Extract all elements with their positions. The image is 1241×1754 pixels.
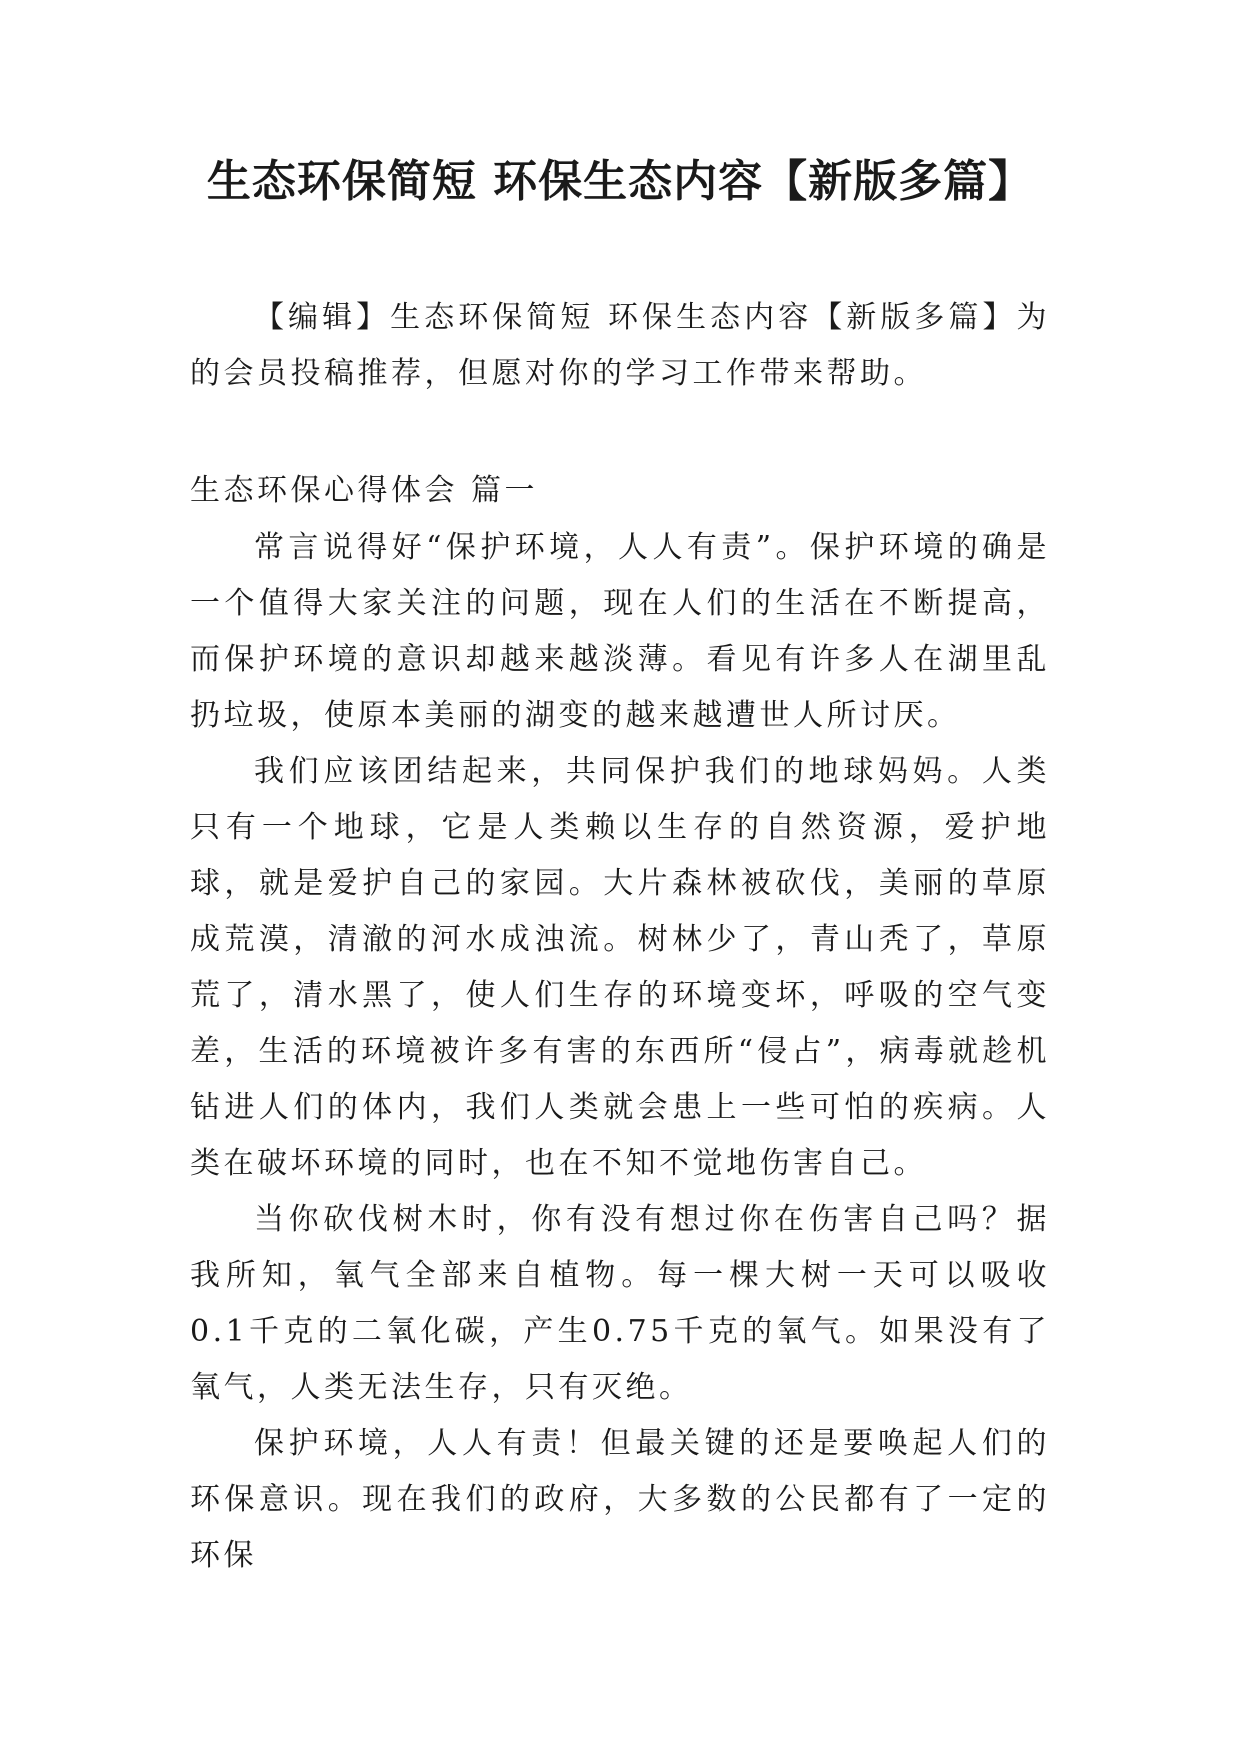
document-title: 生态环保简短 环保生态内容【新版多篇】: [206, 156, 1034, 207]
body-paragraph-2: 我们应该团结起来，共同保护我们的地球妈妈。人类只有一个地球，它是人类赖以生存的自然资源，爱护地球，就是爱护自己的家园。大片森林被砍伐，美丽的草原成荒漠，清澈的河水成浊流。树林少了，青山秃了，草原荒了，清水黑了，使人们生存的环境变坏，呼吸的空气变差，生活的环境被许多有害的东西所“侵占”，病毒就趁机钻进人们的体内，我们人类就会患上一些可怕的疾病。人类在破坏环境的同时，也在不知不觉地伤害自己。: [190, 754, 1050, 1181]
section-heading: 生态环保心得体会 篇一: [190, 473, 539, 508]
body-paragraph-4: 保护环境，人人有责！但最关键的还是要唤起人们的环保意识。现在我们的政府，大多数的公民都有了一定的环保: [190, 1426, 1050, 1573]
body-paragraph-1: 常言说得好“保护环境，人人有责”。保护环境的确是一个值得大家关注的问题，现在人们的生活在不断提高，而保护环境的意识却越来越淡薄。看见有许多人在湖里乱扔垃圾，使原本美丽的湖变的越来越遭世人所讨厌。: [190, 530, 1050, 733]
body-paragraph-3: 当你砍伐树木时，你有没有想过你在伤害自己吗？据我所知，氧气全部来自植物。每一棵大树一天可以吸收0.1千克的二氧化碳，产生0.75千克的氧气。如果没有了氧气，人类无法生存，只有灭绝。: [190, 1202, 1050, 1405]
intro-paragraph: 【编辑】生态环保简短 环保生态内容【新版多篇】为的会员投稿推荐，但愿对你的学习工作带来帮助。: [190, 300, 1050, 391]
